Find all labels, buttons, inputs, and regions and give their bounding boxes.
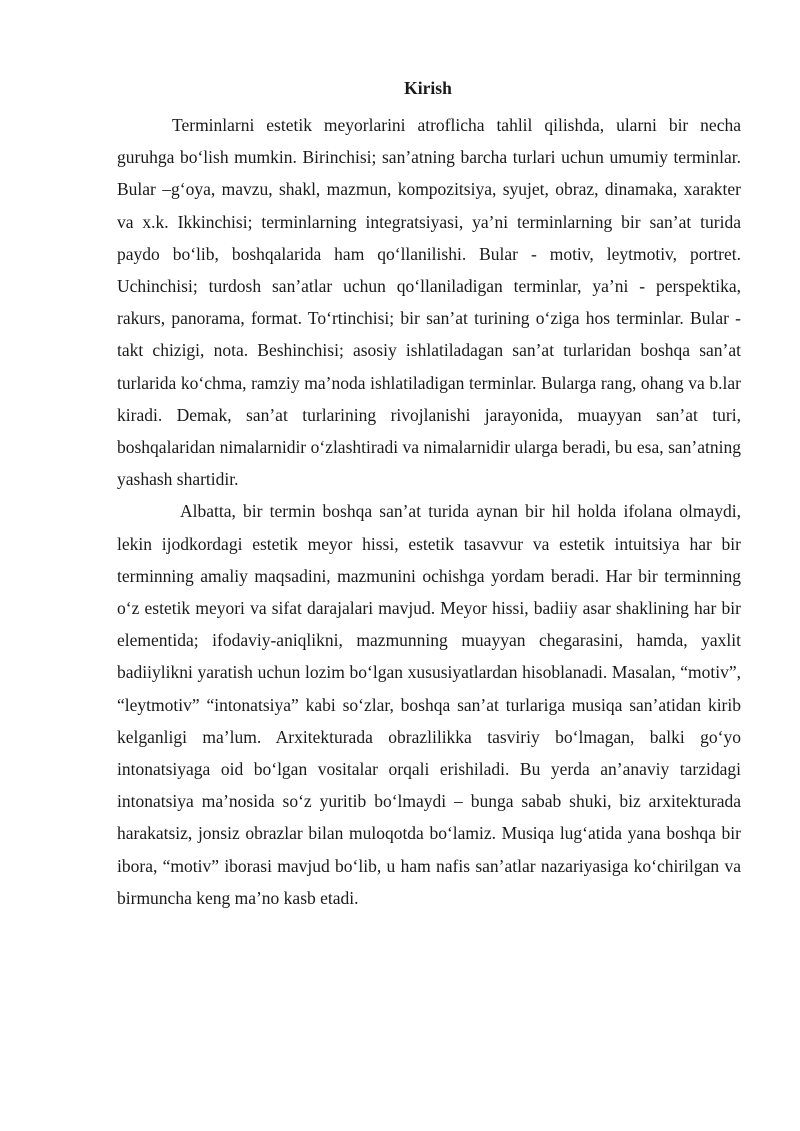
paragraph: Albatta, bir termin boshqa san’at turida aynan bir hil holda ifolana olmaydi, lekin ijodkordagi estetik meyor hissi, estetik tasavvur va estetik intuitsiya har bir terminning amaliy maqsadini, mazmunini ochishga yordam beradi. Har bir terminning o‘z estetik meyori va sifat darajalari mavjud. Meyor hissi, badiiy asar shaklining har bir elementida; ifodaviy-aniqlikni, mazmunning muayyan chegarasini, hamda, yaxlit badiiylikni yaratish uchun lozim bo‘lgan xususiyatlardan hisoblanadi. Masalan, “motiv”, “leytmotiv” “intonatsiya” kabi so‘zlar, boshqa san’at turlariga musiqa san’atidan kirib kelganligi ma’lum. Arxitekturada obrazlilikka tasviriy bo‘lmagan, balki go‘yo intonatsiyaga oid bo‘lgan vositalar orqali erishiladi. Bu yerda an’anaviy tarzidagi intonatsiya ma’nosida so‘z yuritib bo‘lmaydi – bunga sabab shuki, biz arxitekturada harakatsiz, jonsiz obrazlar bilan muloqotda bo‘lamiz. Musiqa lug‘atida yana boshqa bir ibora, “motiv” iborasi mavjud bo‘lib, u ham nafis san’atlar nazariyasiga ko‘chirilgan va birmuncha keng ma’no kasb etadi. bbox=[117, 501, 741, 908]
paragraph: Terminlarni estetik meyorlarini atroflicha tahlil qilishda, ularni bir necha guruhga bo‘lish mumkin. Birinchisi; san’atning barcha turlari uchun umumiy terminlar. Bular –g‘oya, mavzu, shakl, mazmun, kompozitsiya, syujet, obraz, dinamaka, xarakter va x.k. Ikkinchisi; terminlarning integratsiyasi, ya’ni terminlarning bir san’at turida paydo bo‘lib, boshqalarida ham qo‘llanilishi. Bular - motiv, leytmotiv, portret. Uchinchisi; turdosh san’atlar uchun qo‘llaniladigan terminlar, ya’ni - perspektika, rakurs, panorama, format. To‘rtinchisi; bir san’at turining o‘ziga hos terminlar. Bular - takt chizigi, nota. Beshinchisi; asosiy ishlatiladagan san’at turlaridan boshqa san’at turlarida ko‘chma, ramziy ma’noda ishlatiladigan terminlar. Bularga rang, ohang va b.lar kiradi. Demak, san’at turlarining rivojlanishi jarayonida, muayyan san’at turi, boshqalaridan nimalarnidir o‘zlashtiradi va nimalarnidir ularga beradi, bu esa, san’atning yashash shartidir. bbox=[117, 115, 741, 490]
page-title: Kirish bbox=[404, 78, 452, 98]
document-body bbox=[117, 109, 741, 914]
